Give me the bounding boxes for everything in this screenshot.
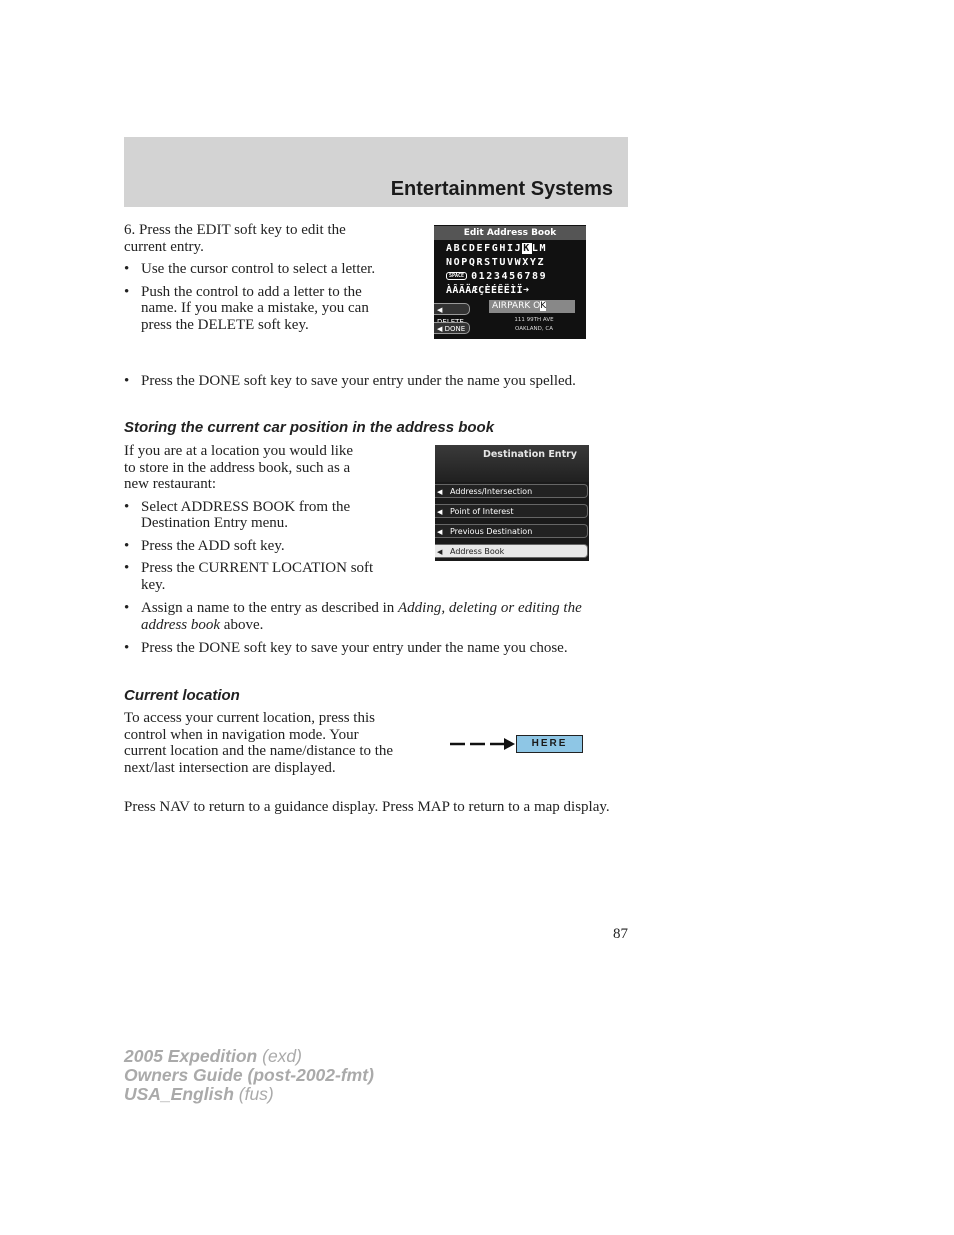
address-line-1: 111 99TH AVE — [514, 317, 554, 323]
footer-line-3 — [124, 1085, 374, 1104]
here-button[interactable]: HERE — [516, 735, 583, 753]
keyboard-letters[interactable]: LM — [531, 243, 548, 254]
footer-line-1 — [124, 1047, 374, 1066]
destination-title-bar — [435, 445, 589, 482]
arrow-left-icon: ◀ — [437, 548, 443, 556]
entry-text: AIRPARK O — [492, 301, 541, 311]
subheading-store-position: Storing the current car position in the address book — [124, 419, 495, 436]
arrow-left-icon: ◀ — [437, 528, 443, 536]
section-title: Entertainment Systems — [390, 178, 613, 200]
document-footer — [124, 1047, 374, 1104]
menu-item-address-book[interactable] — [435, 544, 588, 558]
menu-item-label: Address Book — [450, 547, 505, 556]
edit-address-book-screen — [434, 225, 586, 339]
keyboard-digits[interactable]: 0123456789 — [471, 271, 548, 282]
bullet-done-chose: • Press the DONE soft key to save your entry under the name you chose. — [124, 640, 616, 657]
keyboard-row-2[interactable]: NOPQRSTUVWXYZ — [446, 257, 546, 268]
store-instructions — [124, 443, 384, 593]
keyboard-row-4[interactable]: ÀÂÃÄÆÇÈÉÊËÌÏ➜ — [446, 285, 530, 296]
assign-text-end: above. — [220, 616, 264, 633]
menu-item-point-of-interest[interactable] — [435, 504, 588, 518]
page-number: 87 — [613, 926, 628, 942]
bullet-cursor-control: • Use the cursor control to select a letter. — [124, 261, 381, 278]
arrow-left-icon: ◀ — [437, 508, 443, 516]
entry-name-field[interactable] — [489, 300, 575, 313]
bullet-assign-name — [124, 600, 611, 633]
assign-reference: Adding, deleting or editing the address book — [141, 600, 582, 633]
footer-line-2 — [124, 1066, 374, 1085]
menu-item-label: Point of Interest — [450, 507, 514, 516]
footer-language: USA_English — [124, 1084, 234, 1104]
bullet-select-address-book: • Select ADDRESS BOOK from the Destination Entry menu. — [124, 499, 386, 532]
keyboard-row-3 — [446, 271, 583, 282]
menu-item-address-intersection[interactable] — [435, 484, 588, 498]
footer-guide: Owners Guide (post-2002-fmt) — [124, 1065, 374, 1085]
destination-title: Destination Entry — [482, 449, 577, 460]
entry-cursor: K — [540, 301, 547, 311]
menu-item-label: Address/Intersection — [450, 487, 533, 496]
keyboard-letters[interactable]: ABCDEFGHIJ — [446, 243, 523, 254]
section-header-bar — [124, 137, 628, 207]
subheading-current-location: Current location — [124, 687, 240, 704]
screen-title: Edit Address Book — [434, 226, 586, 240]
delete-softkey[interactable]: ◀ — [434, 303, 470, 315]
bullet-current-location: • Press the CURRENT LOCATION soft key. — [124, 560, 381, 593]
arrow-left-icon: ◀ — [437, 488, 443, 496]
address-line-2: OAKLAND, CA — [514, 326, 553, 332]
done-softkey-label: DONE — [444, 325, 466, 333]
menu-item-previous-destination[interactable] — [435, 524, 588, 538]
store-intro: If you are at a location you would like to store in the address book, such as a new restaurant: — [124, 443, 354, 492]
edit-instructions — [124, 222, 384, 333]
selected-letter[interactable]: K — [523, 243, 531, 254]
footer-model: 2005 Expedition — [124, 1046, 258, 1066]
footer-language-code: (fus) — [233, 1084, 274, 1104]
step-6-text: 6. Press the EDIT soft key to edit the current entry. — [124, 222, 346, 255]
bullet-add-letter: • Push the control to add a letter to the name. If you make a mistake, you can press the DELETE soft key. — [124, 284, 371, 334]
bullet-done-spelled: • Press the DONE soft key to save your entry under the name you spelled. — [124, 373, 621, 390]
dashed-arrow-icon — [448, 736, 518, 752]
space-button[interactable]: SPACE — [446, 272, 467, 280]
bullet-press-add: • Press the ADD soft key. — [124, 538, 384, 555]
assign-text: Assign a name to the entry as described in — [141, 600, 399, 616]
nav-map-text: Press NAV to return to a guidance display. Press MAP to return to a map display. — [124, 799, 610, 815]
current-location-text: To access your current location, press this control when in navigation mode. Your current location and the name/distance to the next/last intersection are displayed. — [124, 710, 394, 776]
destination-entry-screen — [435, 445, 589, 561]
keyboard-row-1 — [446, 243, 583, 254]
footer-model-code: (exd) — [257, 1046, 302, 1066]
menu-item-label: Previous Destination — [450, 527, 533, 536]
done-softkey[interactable]: ◀ DONE — [434, 322, 470, 334]
